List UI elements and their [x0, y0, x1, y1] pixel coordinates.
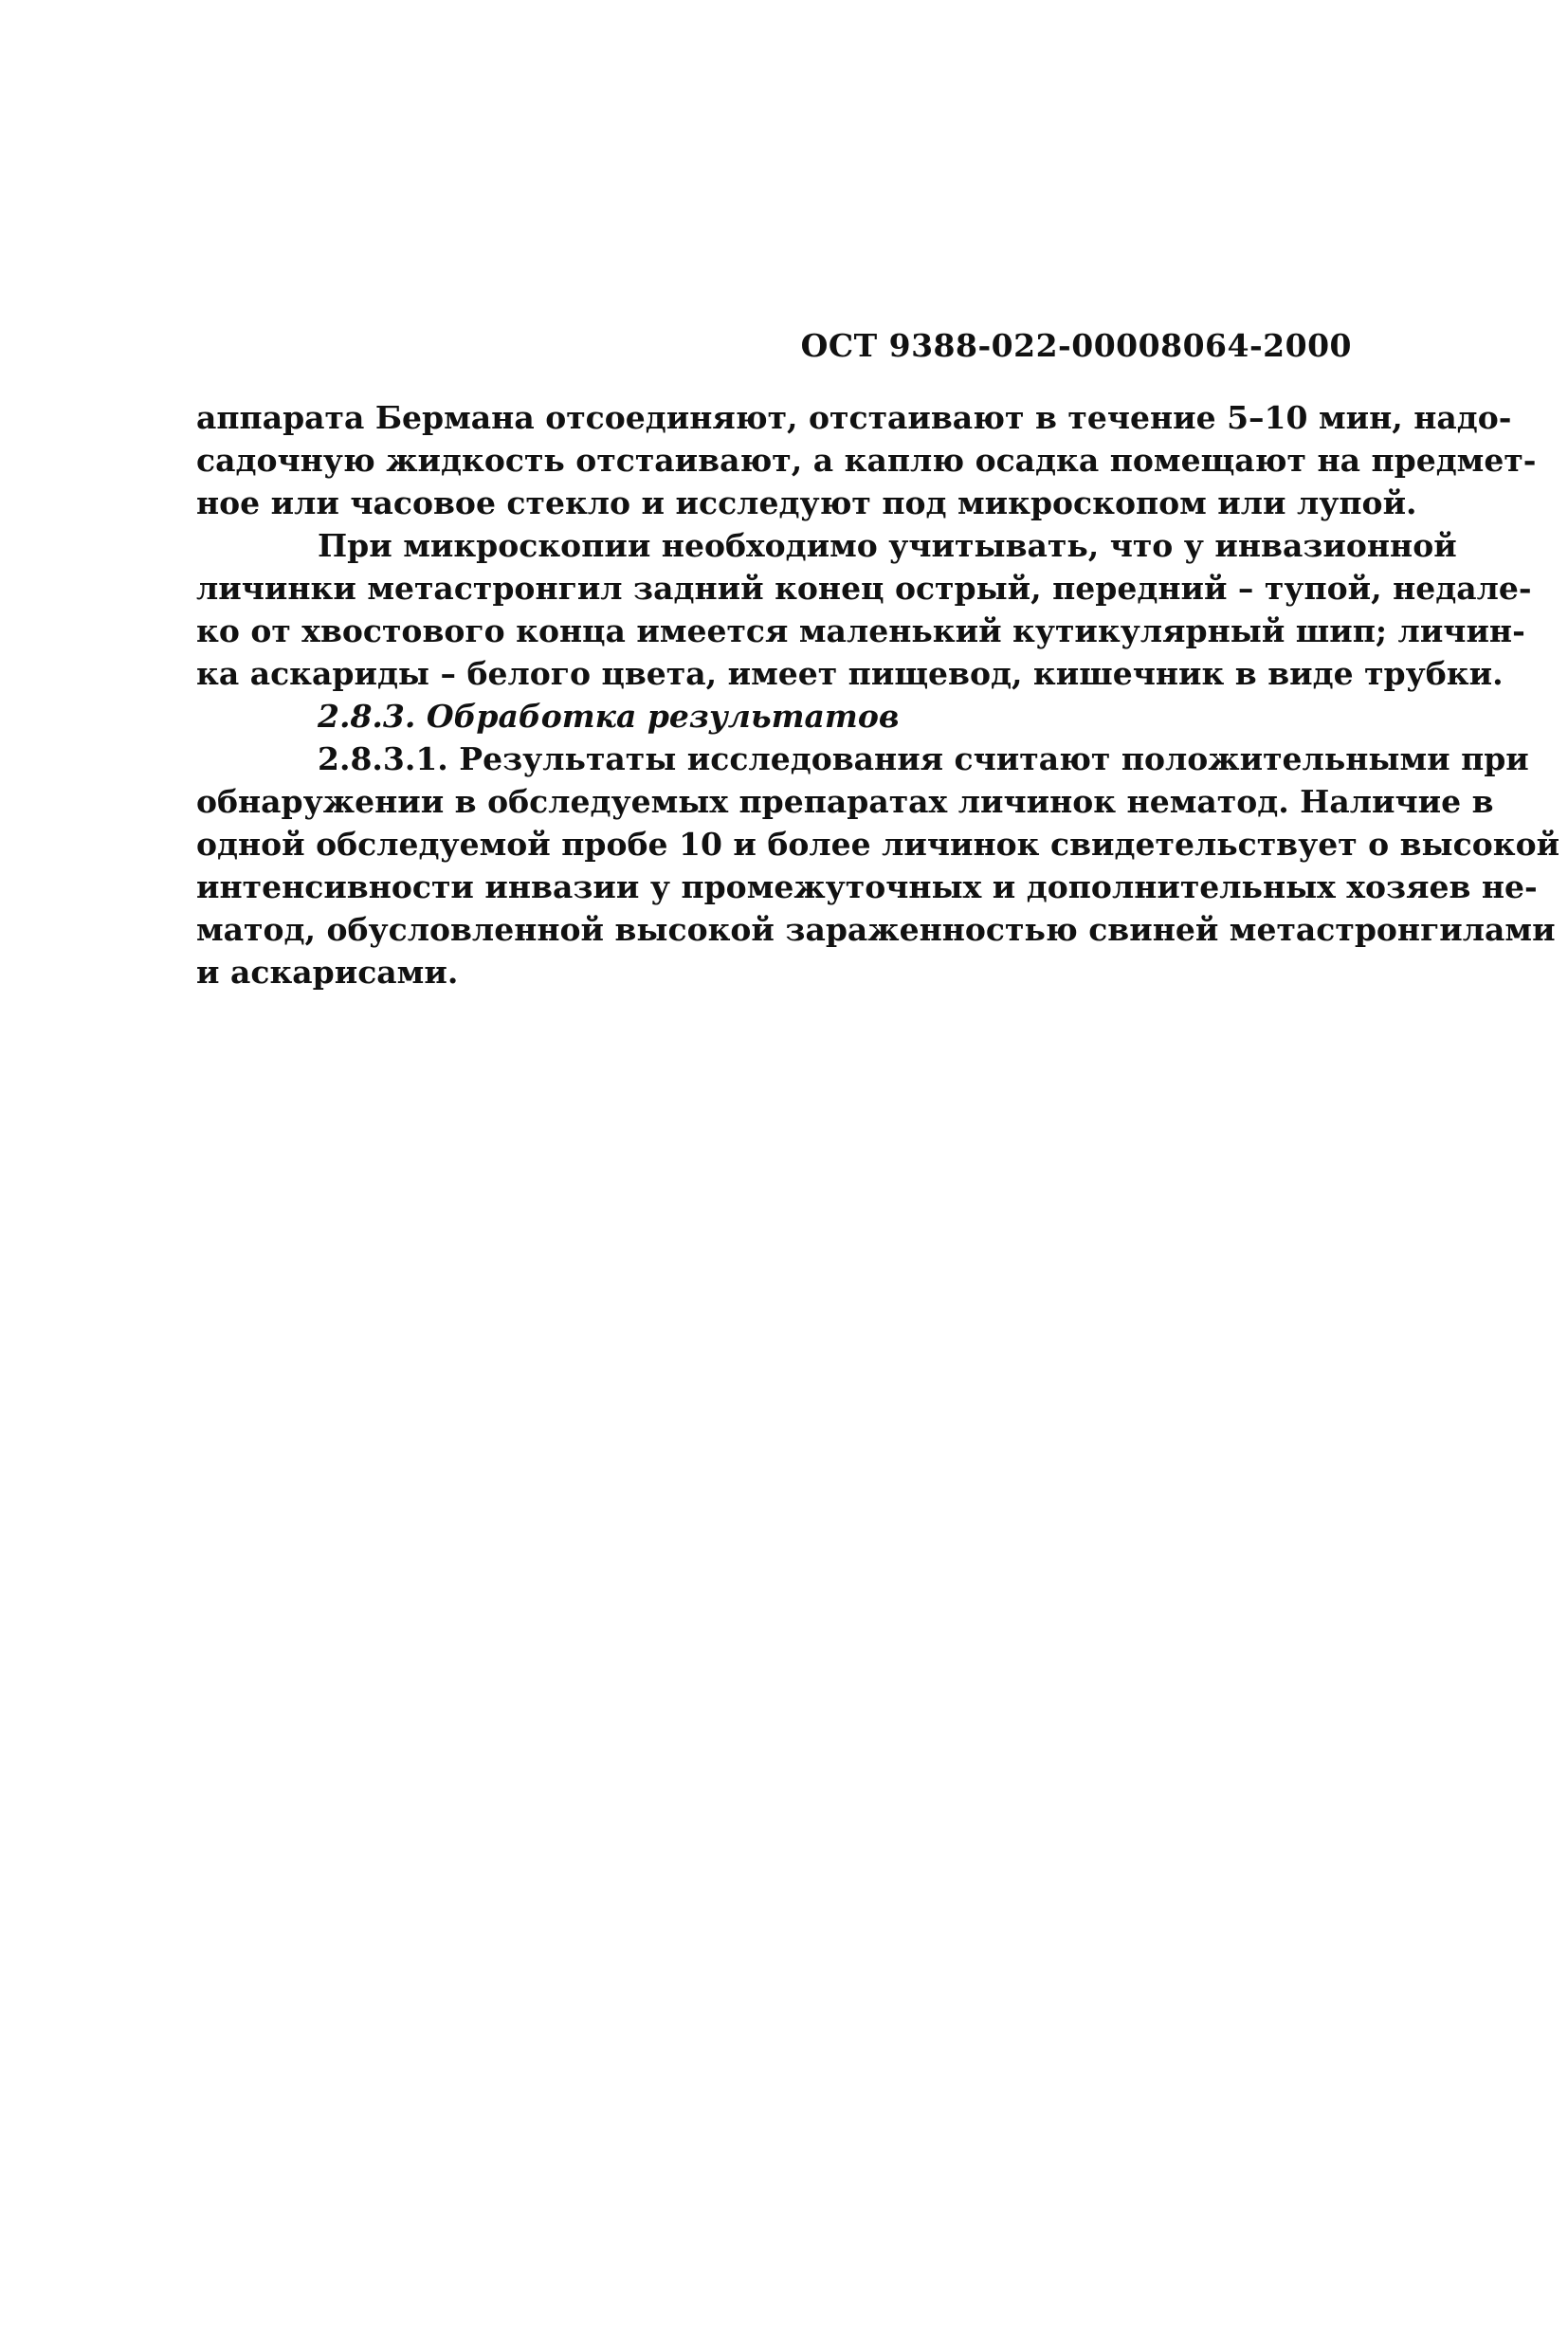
- section-heading: 2.8.3. Обработка результатов: [318, 698, 900, 735]
- text-line: и аскарисами.: [196, 954, 459, 991]
- document-body: [196, 396, 1560, 993]
- text-line: аппарата Бермана отсоединяют, отстаивают в течение 5–10 мин, надо-: [196, 399, 1512, 436]
- text-line: ное или часовое стекло и исследуют под микроскопом или лупой.: [196, 484, 1417, 521]
- text-line: ко от хвостового конца имеется маленький кутикулярный шип; личин-: [196, 612, 1525, 649]
- text-line: личинки метастронгил задний конец острый, передний – тупой, недале-: [196, 570, 1532, 607]
- text-line: садочную жидкость отстаивают, а каплю осадка помещают на предмет-: [196, 442, 1537, 479]
- text-line: 2.8.3.1. Результаты исследования считают положительными при: [318, 740, 1529, 777]
- paragraph-3: [196, 738, 1560, 993]
- document-code: ОСТ 9388-022-00008064-2000: [800, 327, 1352, 364]
- text-line: ка аскариды – белого цвета, имеет пищевод, кишечник в виде трубки.: [196, 655, 1504, 692]
- text-line: При микроскопии необходимо учитывать, что у инвазионной: [318, 527, 1457, 564]
- paragraph-1: [196, 396, 1537, 524]
- text-line: обнаружении в обследуемых препаратах личинок нематод. Наличие в: [196, 783, 1494, 820]
- text-line: одной обследуемой пробе 10 и более личинок свидетельствует о высокой: [196, 826, 1560, 863]
- text-line: интенсивности инвазии у промежуточных и дополнительных хозяев не-: [196, 868, 1538, 905]
- text-line: матод, обусловленной высокой зараженностью свиней метастронгилами: [196, 911, 1556, 948]
- paragraph-2: [196, 524, 1532, 695]
